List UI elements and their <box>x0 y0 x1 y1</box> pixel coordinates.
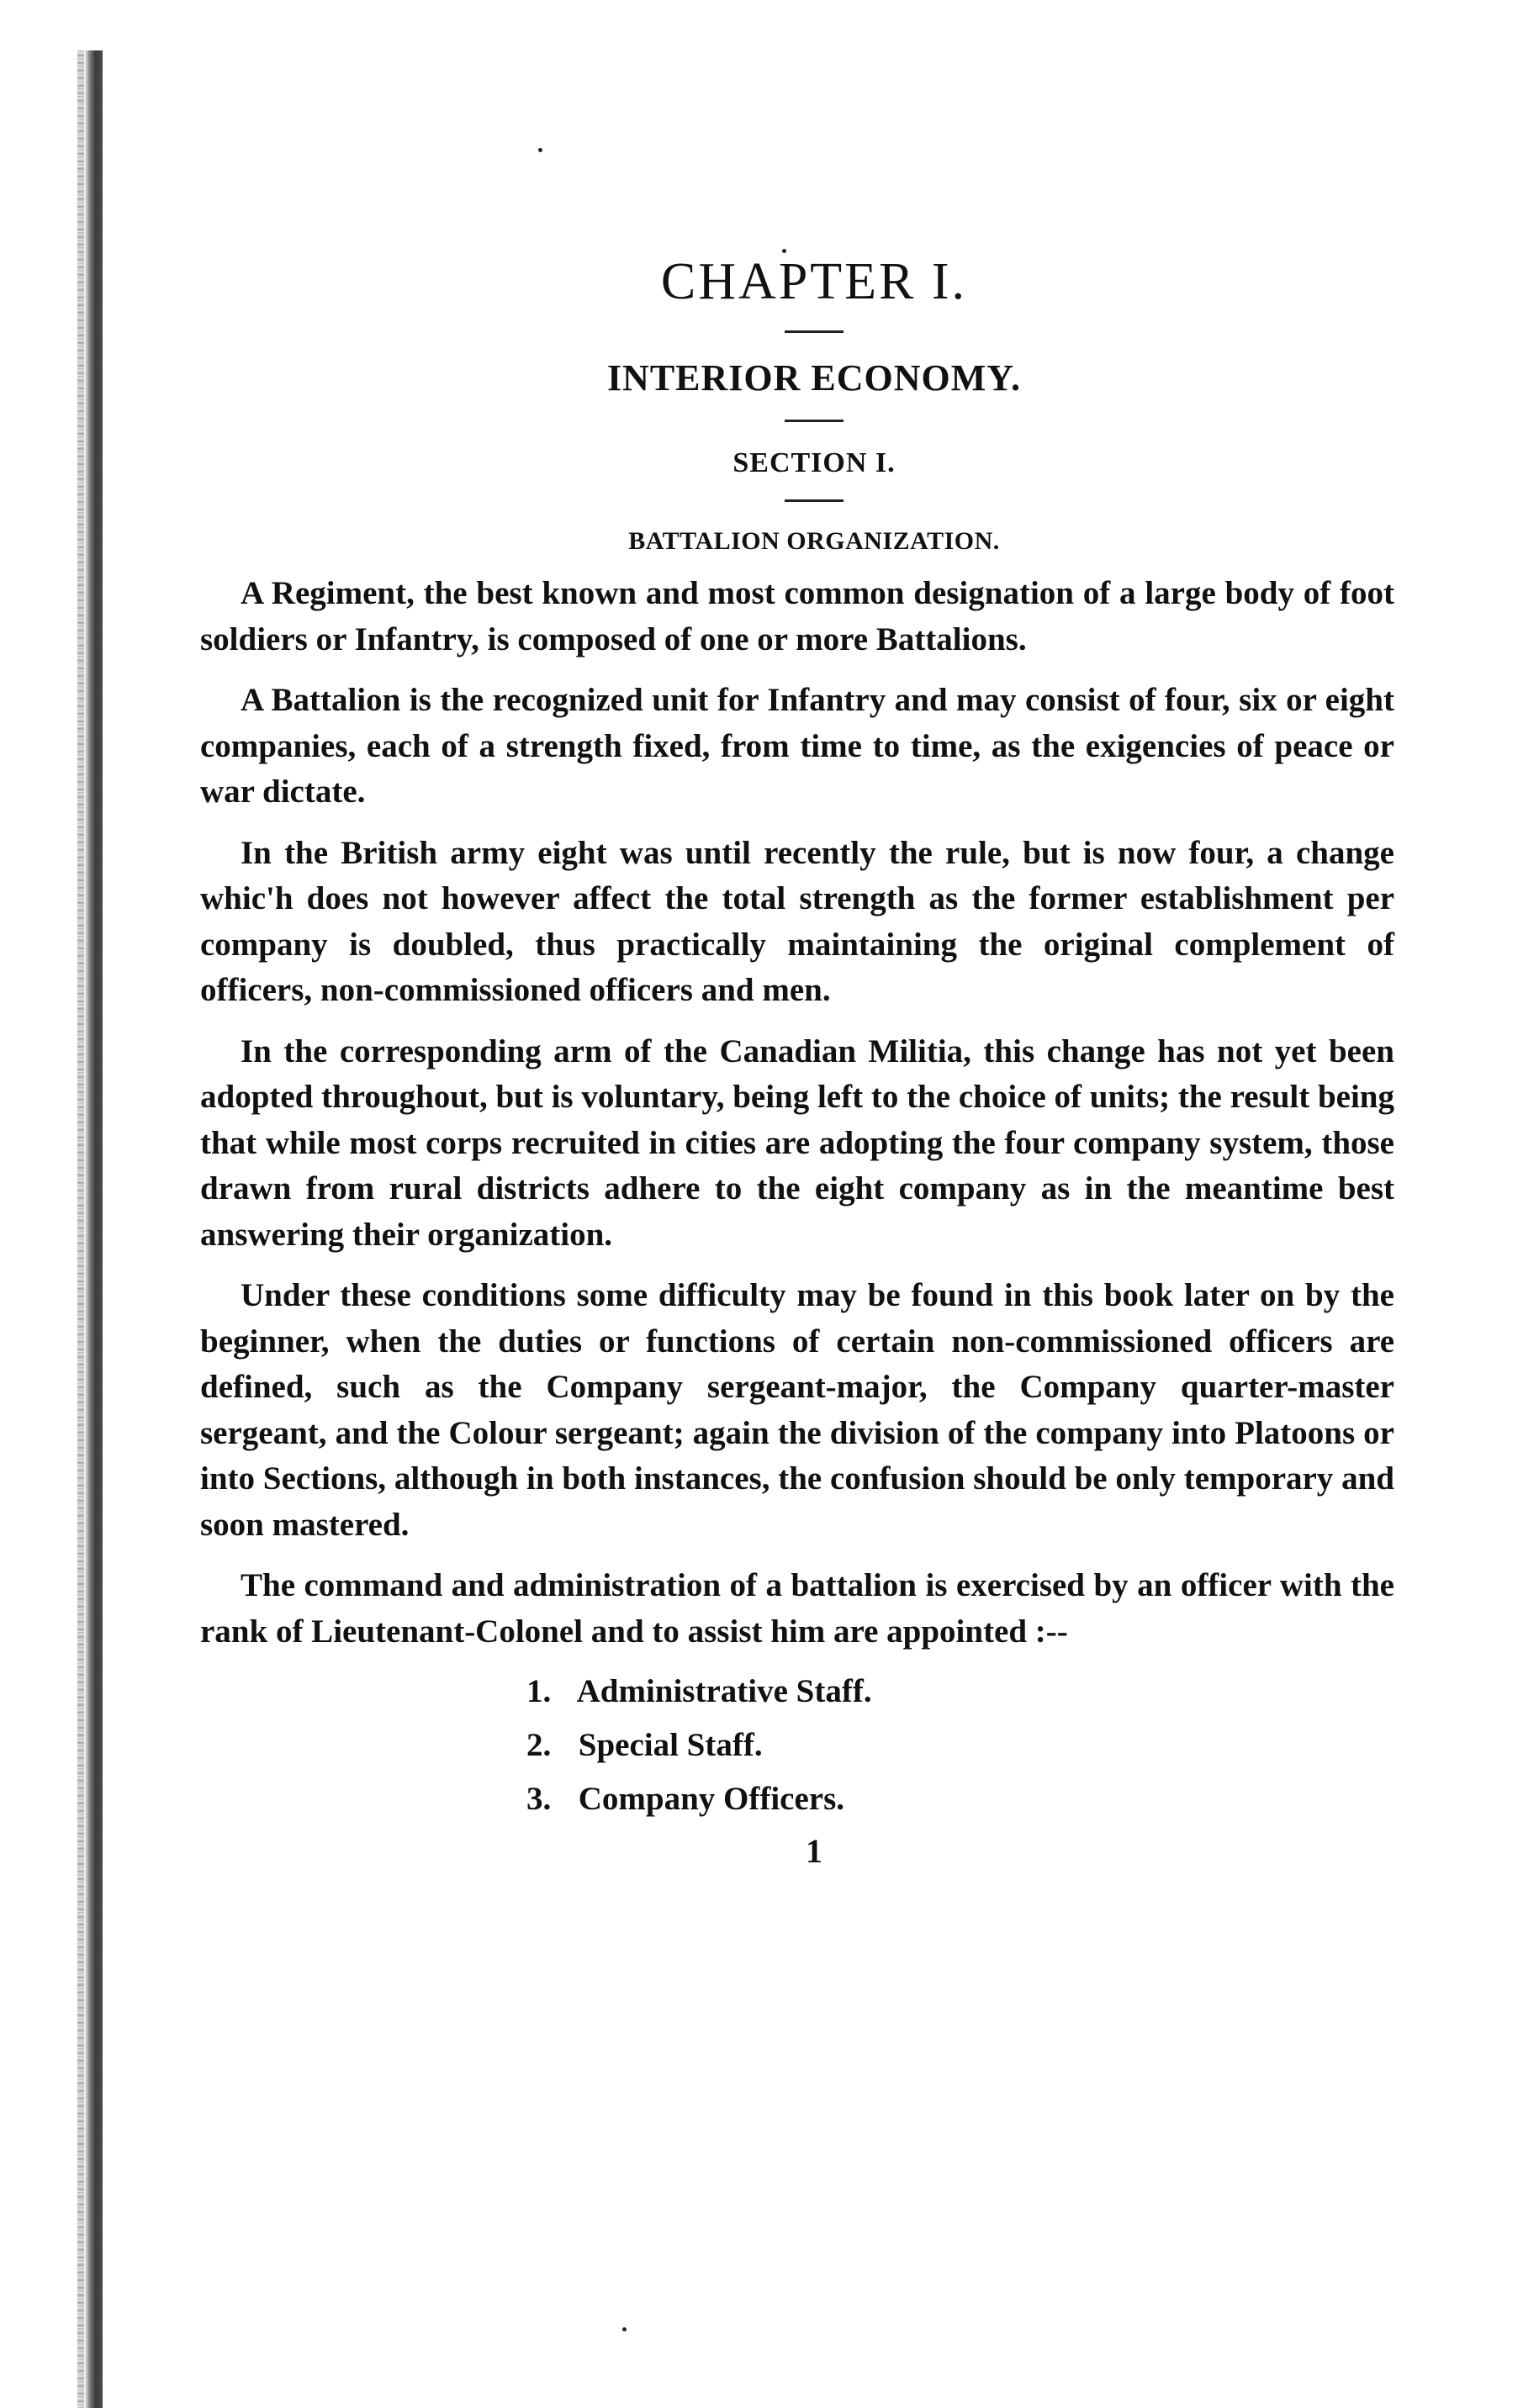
appointments-list <box>526 1670 1394 1821</box>
binding-edge <box>84 50 103 2408</box>
list-item <box>526 1777 1394 1821</box>
paragraph: In the corresponding arm of the Canadian Militia, this change has not yet been adopted throughout, but is voluntary, being left to the choice of units; the result being that while most corps recruited in cities are adopting the four company system, those drawn from rural districts adhere to the eight company as in the meantime best answering their organization. <box>200 1032 1394 1253</box>
list-item <box>526 1724 1394 1767</box>
paragraph: A Battalion is the recognized unit for Infantry and may consist of four, six or eight companies, each of a strength fixed, from time to time, as the exigencies of peace or war dictate. <box>200 682 1394 810</box>
print-speck <box>622 2327 627 2331</box>
divider-rule <box>785 420 844 422</box>
divider-rule <box>785 499 844 502</box>
paragraph: A Regiment, the best known and most common designation of a large body of foot soldiers or Infantry, is composed of one or more Battalions. <box>200 575 1394 657</box>
print-speck <box>538 148 542 152</box>
list-item-text: Administrative Staff. <box>576 1673 872 1709</box>
paragraph: The command and administration of a battalion is exercised by an officer with the rank of Lieutenant-Colonel and to assist him are appointed :-- <box>200 1567 1394 1650</box>
list-item-number: 1. <box>526 1673 552 1709</box>
page-content <box>200 252 1394 1871</box>
list-item <box>526 1670 1394 1714</box>
section-label: SECTION I. <box>732 447 896 478</box>
list-item-text: Special Staff. <box>578 1727 763 1763</box>
list-item-number: 2. <box>526 1727 552 1763</box>
list-item-number: 3. <box>526 1781 552 1817</box>
page-number: 1 <box>806 1832 822 1870</box>
binding-edge-texture <box>77 50 84 2408</box>
divider-rule <box>785 330 844 333</box>
list-item-text: Company Officers. <box>578 1781 845 1817</box>
paragraph: In the British army eight was until recently the rule, but is now four, a change whic'​h does not however affect the total strength as the former establishment per company is doubled, thus practically maintaining the original complement of officers, non-commissi​oned officers and men. <box>200 834 1394 1008</box>
paragraph: Under these conditions some difficulty may be found in this book later on by the beginner, when the duties or functions of certain non-commissioned officers are defined, such as the Company sergeant-major, the Company quarter-master sergeant, and the Colour sergeant; again the division of the company into Platoons or into Sections, although in both instances, the confusion should be only temporary and soon mastered. <box>200 1277 1394 1543</box>
chapter-title: CHAPTER I. <box>660 253 968 310</box>
chapter-heading: INTERIOR ECONOMY. <box>606 357 1022 399</box>
section-subheading: BATTALION ORGANIZATION. <box>628 527 1000 555</box>
